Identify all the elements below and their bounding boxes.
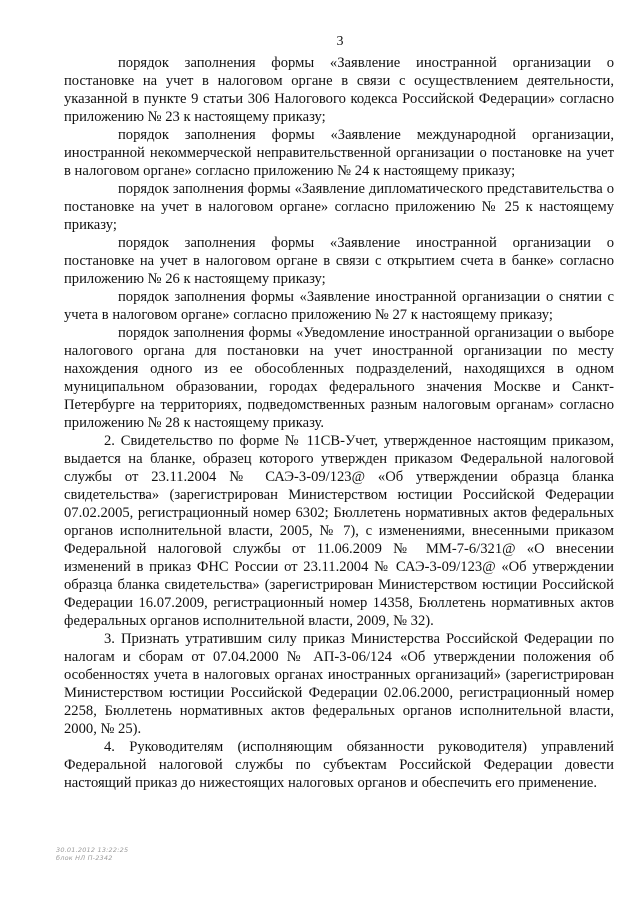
document-body — [64, 54, 614, 792]
paragraph-item-appendix-23: порядок заполнения формы «Заявление иностранной организации о постановке на учет в налоговом органе в связи с осуществлением деятельности, указанной в пункте 9 статьи 306 Налогового кодекса Российской Федерации» согласно приложению № 23 к настоящему приказу; — [64, 55, 614, 125]
paragraph-clause-3: 3. Признать утратившим силу приказ Министерства Российской Федерации по налогам и сборам от 07.04.2000 № АП-3-06/124 «Об утверждении положения об особенностях учета в налоговых органах иностранных организаций» (зарегистрирован Министерством юстиции Российской Федерации 02.06.2000, регистрационный номер 2258, Бюллетень нормативных актов федеральных органов исполнительной власти, 2000, № 25). — [64, 631, 614, 737]
paragraph-item-appendix-24: порядок заполнения формы «Заявление международной организации, иностранной некоммерческой неправительственной организации о постановке на учет в налоговом органе» согласно приложению № 24 к настоящему приказу; — [64, 127, 614, 179]
paragraph-clause-2: 2. Свидетельство по форме № 11СВ-Учет, утвержденное настоящим приказом, выдается на бланке, образец которого утвержден приказом Федеральной налоговой службы от 23.11.2004 № САЭ-3-09/123@ «Об утверждении образца бланка свидетельства» (зарегистрирован Министерством юстиции Российской Федерации 07.02.2005, регистрационный номер 6302; Бюллетень нормативных актов федеральных органов исполнительной власти, 2005, № 7), с изменениями, внесенными приказом Федеральной налоговой службы от 11.06.2009 № ММ-7-6/321@ «О внесении изменений в приказ ФНС России от 23.11.2004 № САЭ-3-09/123@ «Об утверждении образца бланка свидетельства» (зарегистрирован Министерством юстиции Российской Федерации 16.07.2009, регистрационный номер 14358, Бюллетень нормативных актов федеральных органов исполнительной власти, 2009, № 32). — [64, 433, 614, 629]
paragraph-item-appendix-25: порядок заполнения формы «Заявление дипломатического представительства о постановке на учет в налоговом органе» согласно приложению № 25 к настоящему приказу; — [64, 181, 614, 233]
scan-stamp-code: блок НЛ П-2342 — [56, 854, 113, 862]
paragraph-item-appendix-26: порядок заполнения формы «Заявление иностранной организации о постановке на учет в налоговом органе в связи с открытием счета в банке» согласно приложению № 26 к настоящему приказу; — [64, 235, 614, 287]
scan-stamp — [56, 846, 128, 862]
paragraph-clause-4: 4. Руководителям (исполняющим обязанности руководителя) управлений Федеральной налоговой службы по субъектам Российской Федерации довести настоящий приказ до нижестоящих налоговых органов и обеспечить его применение. — [64, 739, 614, 791]
paragraph-item-appendix-28: порядок заполнения формы «Уведомление иностранной организации о выборе налогового органа для постановки на учет иностранной организации по месту нахождения одного из ее обособленных подразделений, находящихся в одном муниципальном образовании, городах федерального значения Москве и Санкт-Петербурге на территориях, подведомственных разным налоговым органам» согласно приложению № 28 к настоящему приказу. — [64, 325, 614, 431]
scan-stamp-timestamp: 30.01.2012 13:22:25 — [56, 846, 129, 854]
paragraph-item-appendix-27: порядок заполнения формы «Заявление иностранной организации о снятии с учета в налоговом органе» согласно приложению № 27 к настоящему приказу; — [64, 289, 614, 323]
page-number: 3 — [336, 34, 344, 49]
